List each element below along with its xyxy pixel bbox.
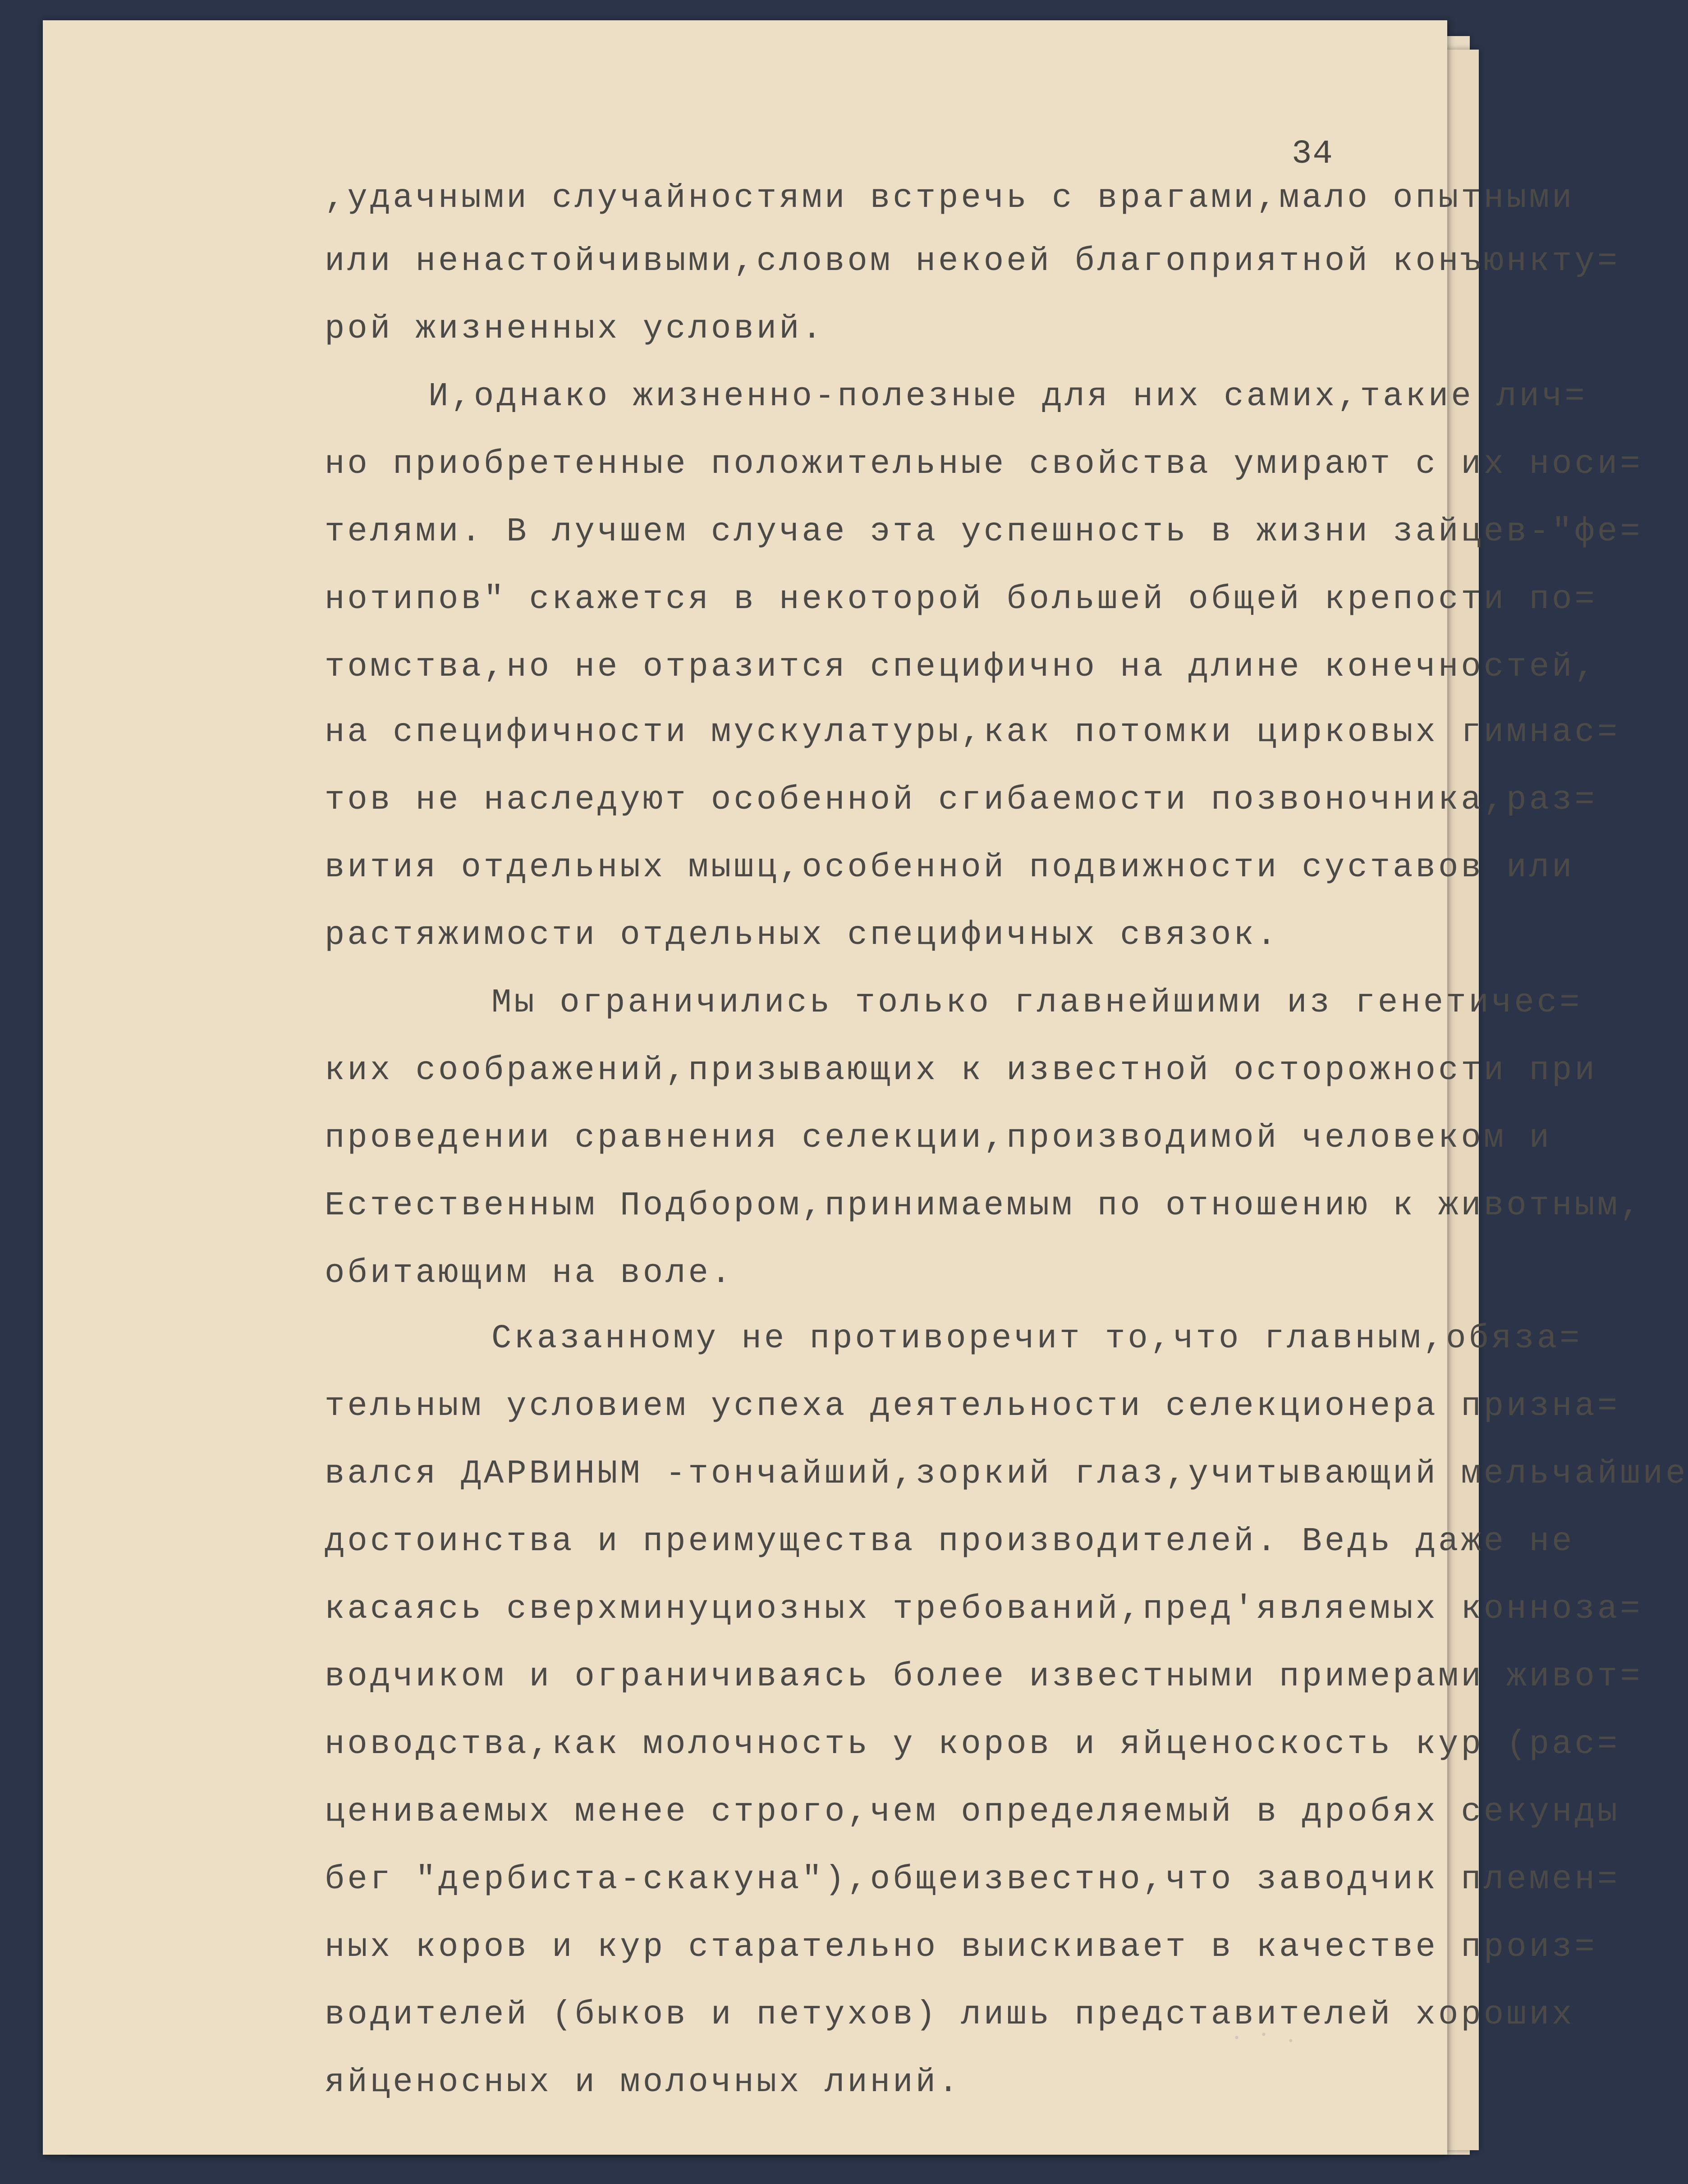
text-line: вался ДАРВИНЫМ -тончайший,зоркий глаз,учитывающий мельчайшие (325, 1455, 1688, 1493)
text-line: томства,но не отразится специфично на длине конечностей, (325, 648, 1597, 686)
text-line: цениваемых менее строго,чем определяемый в дробях секунды (325, 1793, 1620, 1831)
text-line: тельным условием успеха деятельности селекционера призна= (325, 1387, 1620, 1425)
text-line: И,однако жизненно-полезные для них самих,такие лич= (428, 378, 1587, 416)
text-line: достоинства и преимущества производителей. Ведь даже не (325, 1523, 1575, 1561)
text-line: телями. В лучшем случае эта успешность в жизни зайцев-"фе= (325, 513, 1643, 551)
text-line: ких соображений,призывающих к известной осторожности при (325, 1052, 1597, 1090)
text-line: водителей (быков и петухов) лишь представителей хороших (325, 1996, 1575, 2034)
text-line: касаясь сверхминуциозных требований,пред'являемых конноза= (325, 1590, 1643, 1628)
text-line: вития отдельных мышц,особенной подвижности суставов или (325, 849, 1575, 887)
text-line: или ненастойчивыми,словом некоей благоприятной конъюнкту= (325, 243, 1620, 280)
text-line: Мы ограничились только главнейшими из генетичес= (491, 984, 1582, 1022)
text-line: проведении сравнения селекции,производимой человеком и (325, 1119, 1552, 1157)
text-line: ных коров и кур старательно выискивает в качестве произ= (325, 1928, 1597, 1966)
text-line: водчиком и ограничиваясь более известными примерами живот= (325, 1658, 1643, 1696)
faint-stamp-mark (1215, 2022, 1323, 2053)
text-line: новодства,как молочность у коров и яйценоскость кур (рас= (325, 1726, 1620, 1763)
text-line: яйценосных и молочных линий. (325, 2064, 961, 2102)
text-line: нотипов" скажется в некоторой большей общей крепости по= (325, 581, 1597, 618)
text-line: на специфичности мускулатуры,как потомки цирковых гимнас= (325, 714, 1620, 751)
text-line: но приобретенные положительные свойства умирают с их носи= (325, 445, 1643, 483)
page-number: 34 (1292, 135, 1334, 173)
text-line: Сказанному не противоречит то,что главным,обяза= (491, 1320, 1582, 1358)
document-page (43, 20, 1688, 2155)
text-line: растяжимости отдельных специфичных связок. (325, 916, 1280, 954)
text-line: ,удачными случайностями встречь с врагами,мало опытными (325, 179, 1575, 217)
text-line: тов не наследуют особенной сгибаемости позвоночника,раз= (325, 781, 1597, 819)
text-line: бег "дербиста-скакуна"),общеизвестно,что заводчик племен= (325, 1861, 1620, 1899)
text-line: рой жизненных условий. (325, 310, 825, 348)
text-line: Естественным Подбором,принимаемым по отношению к животным, (325, 1187, 1643, 1225)
text-line: обитающим на воле. (325, 1255, 734, 1292)
